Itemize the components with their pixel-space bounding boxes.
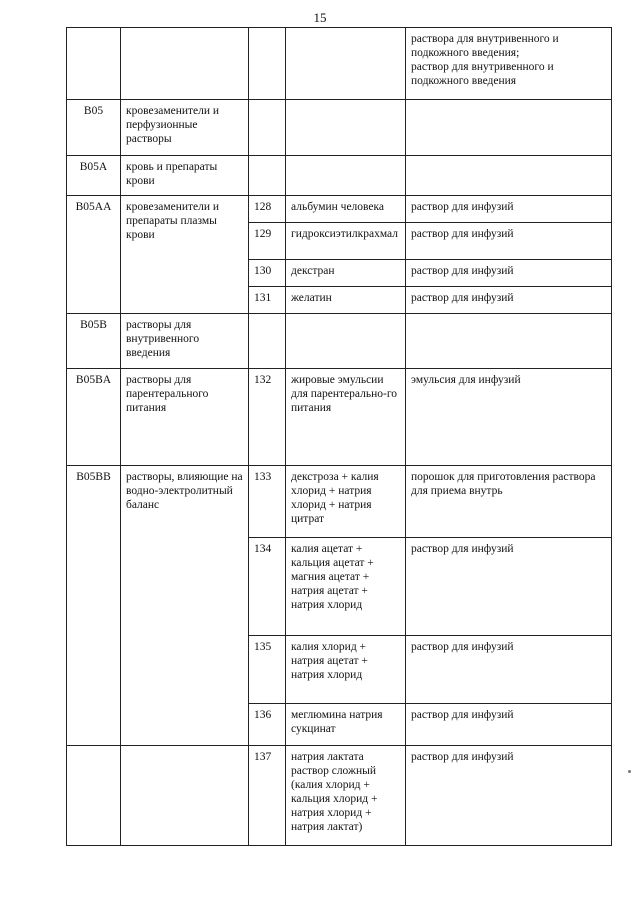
- table-row: [67, 746, 612, 846]
- atc-code-cell: B05BA: [67, 369, 121, 466]
- group-cell: кровезаменители и перфузионные растворы: [121, 100, 249, 156]
- dosage-form-cell: [406, 314, 612, 369]
- dosage-form-cell: раствор для инфузий: [406, 538, 612, 636]
- dosage-form-text: раствора для внутривенного и подкожного введения; раствор для внутривенного и подкожного введения: [411, 33, 559, 88]
- substance-cell: натрия лактата раствор сложный (калия хлорид + кальция хлорид + натрия хлорид + натрия лактат): [286, 746, 406, 846]
- table-row: [67, 100, 612, 156]
- dosage-form-cell: раствор для инфузий: [406, 704, 612, 746]
- substance-cell: жировые эмульсии для парентерально-го питания: [286, 369, 406, 466]
- substance-cell: желатин: [286, 287, 406, 314]
- item-number-cell: 129: [249, 223, 286, 260]
- scan-speck: [628, 770, 631, 773]
- atc-code-cell: B05AA: [67, 196, 121, 314]
- item-number-cell: [249, 314, 286, 369]
- atc-code-cell: [67, 28, 121, 100]
- item-number-cell: 135: [249, 636, 286, 704]
- item-number-cell: 132: [249, 369, 286, 466]
- substance-cell: гидроксиэтилкрахмал: [286, 223, 406, 260]
- item-number-cell: 136: [249, 704, 286, 746]
- item-number-cell: [249, 100, 286, 156]
- dosage-form-cell: эмульсия для инфузий: [406, 369, 612, 466]
- item-number-cell: [249, 28, 286, 100]
- substance-cell: альбумин человека: [286, 196, 406, 223]
- group-cell: растворы, влияющие на водно-электролитный баланс: [121, 466, 249, 746]
- group-cell: кровь и препараты крови: [121, 156, 249, 196]
- substance-cell: [286, 156, 406, 196]
- substance-cell: [286, 28, 406, 100]
- dosage-form-cell: [406, 28, 612, 100]
- substance-cell: меглюмина натрия сукцинат: [286, 704, 406, 746]
- dosage-form-cell: раствор для инфузий: [406, 636, 612, 704]
- table-row: [67, 369, 612, 466]
- substance-cell: декстроза + калия хлорид + натрия хлорид + натрия цитрат: [286, 466, 406, 538]
- substance-cell: калия ацетат + кальция ацетат + магния ацетат + натрия ацетат + натрия хлорид: [286, 538, 406, 636]
- atc-code-cell: B05: [67, 100, 121, 156]
- drug-list-table: [66, 27, 612, 846]
- dosage-form-cell: раствор для инфузий: [406, 196, 612, 223]
- group-cell: кровезаменители и препараты плазмы крови: [121, 196, 249, 314]
- substance-cell: [286, 100, 406, 156]
- table-row: [67, 196, 612, 223]
- item-number-cell: 134: [249, 538, 286, 636]
- dosage-form-cell: [406, 156, 612, 196]
- table-row: [67, 314, 612, 369]
- dosage-form-cell: раствор для инфузий: [406, 260, 612, 287]
- table-row: [67, 466, 612, 538]
- page-number: 15: [313, 10, 327, 25]
- atc-code-cell: B05A: [67, 156, 121, 196]
- substance-cell: декстран: [286, 260, 406, 287]
- atc-code-cell: B05B: [67, 314, 121, 369]
- dosage-form-cell: раствор для инфузий: [406, 223, 612, 260]
- dosage-form-cell: [406, 100, 612, 156]
- group-cell: растворы для внутривенного введения: [121, 314, 249, 369]
- dosage-form-cell: порошок для приготовления раствора для приема внутрь: [406, 466, 612, 538]
- dosage-form-cell: раствор для инфузий: [406, 746, 612, 846]
- group-cell: [121, 28, 249, 100]
- group-cell: растворы для парентерального питания: [121, 369, 249, 466]
- group-cell: [121, 746, 249, 846]
- substance-cell: калия хлорид + натрия ацетат + натрия хлорид: [286, 636, 406, 704]
- item-number-cell: 131: [249, 287, 286, 314]
- table-row: [67, 28, 612, 100]
- item-number-cell: 133: [249, 466, 286, 538]
- atc-code-cell: [67, 746, 121, 846]
- atc-code-cell: B05BB: [67, 466, 121, 746]
- item-number-cell: [249, 156, 286, 196]
- item-number-cell: 137: [249, 746, 286, 846]
- table-row: [67, 156, 612, 196]
- dosage-form-cell: раствор для инфузий: [406, 287, 612, 314]
- item-number-cell: 130: [249, 260, 286, 287]
- item-number-cell: 128: [249, 196, 286, 223]
- substance-cell: [286, 314, 406, 369]
